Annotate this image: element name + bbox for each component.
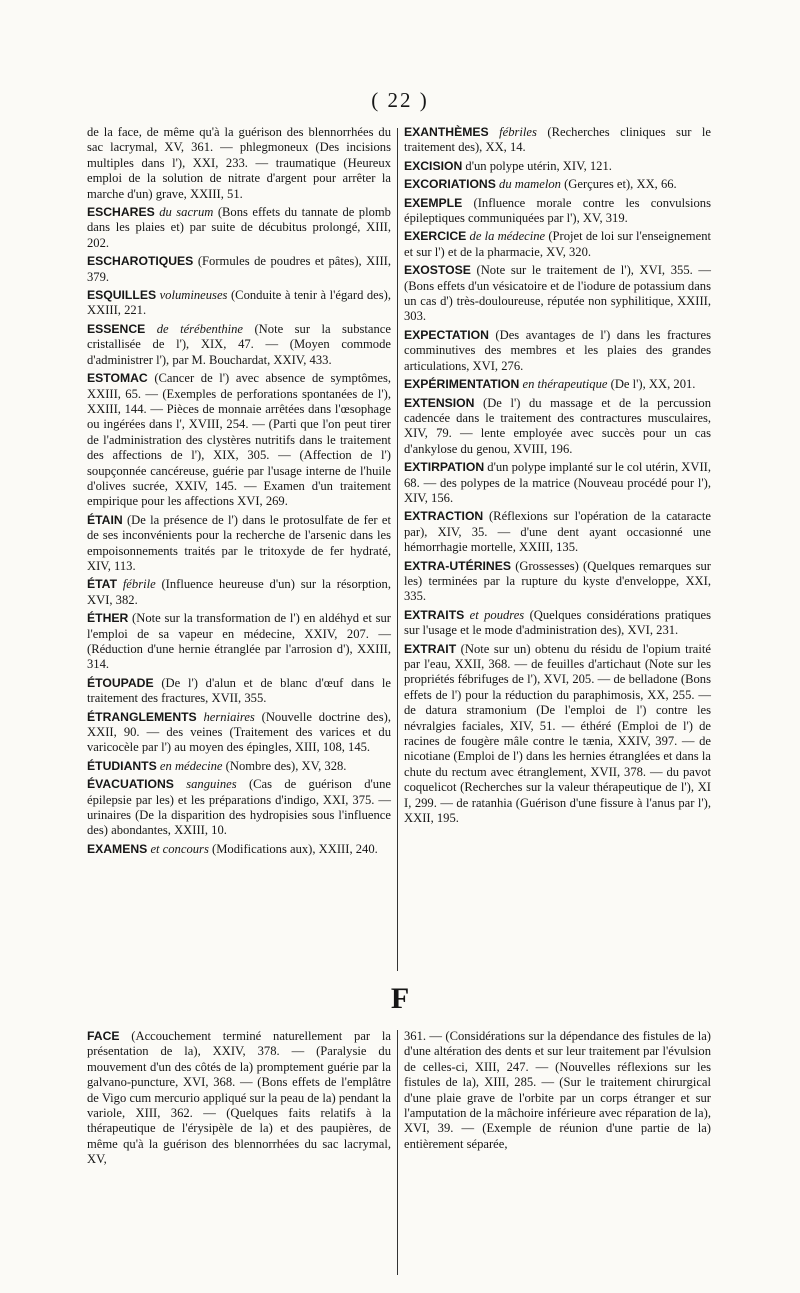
entry-heading: ÉTAT [87, 577, 118, 592]
index-entry [87, 371, 391, 510]
entry-heading: ESSENCE [87, 321, 146, 336]
index-entry [87, 842, 391, 857]
entry-qualifier: fébriles [499, 125, 537, 139]
entry-text: (Cas de guérison d'une épilepsie par les) et les préparations d'indigo, XXI, 375. — urinaires (De la disparition des hydropisies sous l'influence des) abondantes, XXIII, 10. [87, 777, 391, 838]
entry-text: (Note sur un) obtenu du résidu de l'opium traité par l'eau, XXII, 368. — de feuilles d'artichaut (Note sur les propriétés fébrifuges de l'), XVI, 205. — de belladone (Bons effets de l') pour la réduction du paraphimosis, XX, 255. — de datura stramonium (De l'emploi de l') contre les névralgies faciales, XIV, 51. — éthéré (Emploi de l') de racines de fougère mâle contre le tænia, XXIV, 397. — de nicotiane (Emploi de l') dans les hernies étranglées et dans la chute du rectum avec étranglement, XVII, 378. — du pavot coquelicot (Recherches sur la valeur thérapeutique de l'), XI I, 299. — de ratanhia (Guérison d'une fissure à l'anus par l'), XXII, 195. [404, 641, 711, 826]
index-entry [404, 396, 711, 458]
entry-text: (Cancer de l') avec absence de symptômes, XXIII, 65. — (Exemples de perforations spontanées de l'), XXIII, 144. — Pièces de monnaie arrêtées dans l'œsophage ou ingérées dans l', XVIII, 254. — (Parti que l'on peut tirer de l'administration des clystères nutritifs dans le traitement des affections de l'), XIX, 305. — (Affection de l') soupçonnée cancéreuse, guérie par l'usage interne de l'huile d'olives sucrée, XXIV, 145. — Examen d'un traitement empirique pour les affections XVI, 269. [87, 371, 391, 509]
column-left-top [87, 125, 391, 860]
entry-text: (Conduite à tenir à l'égard des), XXIII, 221. [87, 288, 391, 318]
entry-text: (Quelques considérations pratiques sur l'usage et le mode d'administration des), XVI, 231. [404, 607, 711, 638]
entry-heading: EXPÉRIMENTATION [404, 377, 520, 392]
entry-text: (Note sur le traitement de l'), XVI, 355. — (Bons effets d'un vésicatoire et de l'iodure de potassium dans un cas d') très-douloureuse, réputée non syphilitique, XXIII, 303. [404, 263, 711, 324]
entry-text: (Formules de poudres et pâtes), XIII, 379. [87, 254, 391, 284]
entry-heading: EXTRACTION [404, 509, 484, 524]
column-left-bottom [87, 1029, 391, 1171]
entry-qualifier: de la médecine [469, 229, 546, 244]
index-entry [87, 513, 391, 575]
entry-heading: ÉVACUATIONS [87, 777, 174, 792]
entry-heading: ESTOMAC [87, 371, 148, 386]
entry-text: (Grossesses) (Quelques remarques sur les) terminées par la rupture du kyste d'enveloppe, XXI, 335. [404, 558, 711, 604]
entry-text: (De l'), XX, 201. [610, 377, 696, 392]
entry-text: (Nombre des), XV, 328. [225, 758, 347, 773]
index-entry [404, 177, 711, 192]
entry-text: (Nouvelle doctrine des), XXII, 90. — des veines (Traitement des varices et du varicocèle par l') au moyen des épingles, XIII, 108, 145. [87, 709, 391, 755]
entry-qualifier: volumineuses [159, 288, 228, 303]
entry-heading: EXEMPLE [404, 195, 463, 210]
entry-text: (De la présence de l') dans le protosulfate de fer et de ses inconvénients pour la recherche de l'arsenic dans les empoisonnements traités par le tritoxyde de fer hydraté, XIV, 113. [87, 512, 391, 573]
index-entry [404, 509, 711, 555]
entry-qualifier: et concours [150, 841, 209, 856]
entry-text: (Réflexions sur l'opération de la cataracte par), XIV, 35. — d'une dent ayant occasionné une hémorrhagie mortelle, XXIII, 135. [404, 509, 711, 555]
entry-text: (Note sur la transformation de l') en aldéhyd et sur l'emploi de sa vapeur en médecine, XXIV, 207. — (Réduction d'une hernie étranglée par l'arrosion d'), XXIII, 314. [87, 611, 391, 672]
index-entry [404, 159, 711, 174]
column-right-top [404, 125, 711, 829]
index-entry [87, 288, 391, 319]
entry-text: (Note sur la substance cristallisée de l'), XIX, 47. — (Moyen commode d'administrer l'), par M. Bouchardat, XXIV, 433. [87, 321, 391, 367]
index-entry [404, 263, 711, 325]
index-entry [87, 710, 391, 756]
index-entry [404, 377, 711, 392]
entry-heading: EXCISION [404, 158, 463, 173]
index-entry [87, 1029, 391, 1168]
index-entry [404, 608, 711, 639]
index-entry [404, 125, 711, 156]
entry-heading: EXCORIATIONS [404, 177, 496, 192]
entry-heading: ESCHARES [87, 205, 155, 220]
index-entry [87, 676, 391, 707]
column-right-bottom [404, 1029, 711, 1155]
index-entry [404, 642, 711, 827]
entry-heading: EXTRAIT [404, 641, 457, 656]
entry-heading: ÉTRANGLEMENTS [87, 709, 197, 724]
entry-heading: ÉTHER [87, 611, 129, 626]
entry-heading: ÉTOUPADE [87, 675, 154, 690]
entry-text: (Influence heureuse d'un) sur la résorption, XVI, 382. [87, 577, 391, 607]
page-number: ( 22 ) [371, 88, 429, 112]
entry-text: (Bons effets du tannate de plomb dans les plaies et) par suite de décubitus prolongé, XIII, 202. [87, 205, 391, 250]
entry-qualifier: et poudres [469, 607, 525, 622]
entry-heading: EXERCICE [404, 229, 467, 244]
index-entry [404, 328, 711, 374]
entry-qualifier: du sacrum [159, 205, 214, 220]
entry-qualifier: en thérapeutique [522, 377, 608, 392]
entry-heading: ESQUILLES [87, 288, 157, 303]
column-rule-bottom [397, 1030, 398, 1275]
entry-heading: ESCHAROTIQUES [87, 254, 194, 269]
entry-text: (De l') d'alun et de blanc d'œuf dans le traitement des fractures, XVII, 355. [87, 675, 391, 706]
entry-heading: EXOSTOSE [404, 263, 471, 278]
entry-text: (Des avantages de l') dans les fractures comminutives des membres et les plaies des grandes articulations, XVI, 276. [404, 327, 711, 373]
entry-heading: EXANTHÈMES [404, 125, 489, 139]
column-rule-top [397, 128, 398, 971]
index-entry [87, 777, 391, 839]
entry-text: (Projet de loi sur l'enseignement et sur l') et de la pharmacie, XV, 320. [404, 229, 711, 259]
entry-text: (Gerçures et), XX, 66. [564, 177, 677, 192]
entry-text: d'un polype implanté sur le col utérin, XVII, 68. — des polypes de la matrice (Nouveau procédé pour l'), XIV, 156. [404, 460, 711, 505]
entry-qualifier: sanguines [186, 777, 237, 792]
entry-heading: FACE [87, 1029, 120, 1043]
index-entry [87, 611, 391, 673]
entry-heading: EXTRAITS [404, 607, 465, 622]
entry-heading: EXPECTATION [404, 327, 489, 342]
index-entry [404, 229, 711, 260]
entry-heading: EXTIRPATION [404, 460, 485, 475]
entry-qualifier: herniaires [203, 709, 255, 724]
index-entry [404, 559, 711, 605]
index-entry [404, 460, 711, 506]
index-entry [87, 254, 391, 285]
section-letter: F [390, 982, 410, 1015]
entry-qualifier: fébrile [122, 577, 156, 592]
index-entry-continuation: de la face, de même qu'à la guérison des blennorrhées du sac lacrymal, XV, 361. — phlegmoneux (Des incisions multiples dans l'), XXI, 233. — traumatique (Heureux emploi de la solution de nitrate d'argent pour arrêter la marche d'un) grave, XXIII, 51. [87, 125, 391, 201]
entry-heading: EXTENSION [404, 395, 475, 410]
index-entry [87, 759, 391, 774]
entry-text: (Accouchement terminé naturellement par la présentation de la), XXIV, 378. — (Paralysie du mouvement d'un des côtés de la) promptement guérie par la galvano-puncture, XVI, 368. — (Bons effets de l'emplâtre de Vigo cum mercurio appliqué sur la peau de la) pendant la variole, XIII, 362. — (Quelques faits relatifs à la thérapeutique de l'érysipèle de la) et des paupières, de même qu'à la guérison des blennorrhées du sac lacrymal, XV, [87, 1029, 391, 1167]
entry-heading: ÉTUDIANTS [87, 758, 157, 773]
entry-heading: EXAMENS [87, 841, 148, 856]
entry-heading: EXTRA-UTÉRINES [404, 558, 511, 573]
index-entry-continuation: 361. — (Considérations sur la dépendance des fistules de la) d'une altération des dents et sur leur traitement par l'évulsion de celles-ci, XIII, 247. — (Nouvelles réflexions sur les fistules de la), XIII, 285. — (Sur le traitement chirurgical d'une plaie grave de l'orbite par un corps étranger et sur l'amputation de la mâchoire inférieure avec réparation de la), XVI, 39. — (Exemple de réunion d'une partie de la) entièrement séparée, [404, 1029, 711, 1151]
entry-text: d'un polype utérin, XIV, 121. [465, 158, 612, 173]
entry-text: (De l') du massage et de la percussion cadencée dans le traitement des contractures musculaires, XIV, 79. — lente employée avec succès pour un cas d'ankylose du genou, XVIII, 196. [404, 395, 712, 456]
index-entry [87, 322, 391, 368]
entry-qualifier: du mamelon [499, 177, 561, 192]
index-entry [404, 196, 711, 227]
index-entry [87, 205, 391, 251]
entry-text: (Recherches cliniques sur le traitement des), XX, 14. [404, 125, 712, 155]
entry-qualifier: de térébenthine [156, 321, 244, 336]
entry-heading: ÉTAIN [87, 512, 123, 527]
index-entry [87, 577, 391, 608]
entry-text: (Influence morale contre les convulsions épileptiques communiquées par l'), XV, 319. [404, 195, 711, 226]
entry-text: (Modifications aux), XXIII, 240. [212, 841, 378, 856]
entry-qualifier: en médecine [159, 758, 223, 773]
